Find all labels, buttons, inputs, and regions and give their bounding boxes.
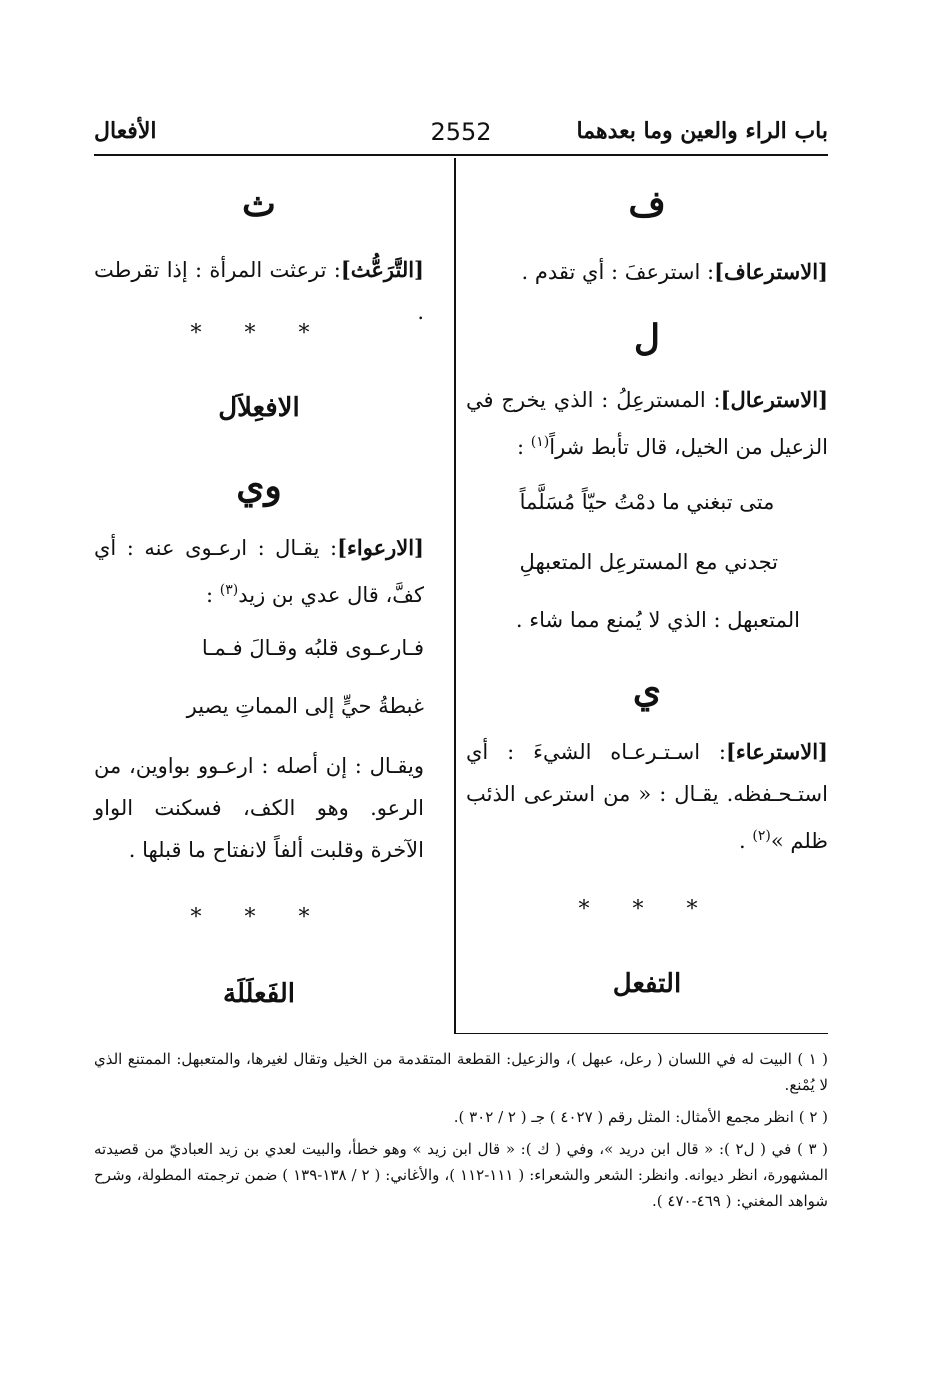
entry-term-istiral: [الاسترعال] [720,387,828,412]
footnote-ref: (٣) [219,582,239,598]
entry-definition: : ترعثت المرأة : إذا تقرطت . [94,258,424,324]
footnote-text: في ( ل٢ ): « قال ابن دريد »، وفي ( ك ): « قال ابن زيد » وهو خطأ، والبيت لعدي بن زيد العباديّ من قصيدته المشهورة، انظر ديوانه. وانظر: الشعر والشعراء: ( ١١١-١١٢ )، والأغاني: ( ٢ / ١٣٨-١٣٩ ) ضمن ترجمته المطولة، وشرح شواهد المغني: ( ٤٦٩-٤٧٠ ). [94,1140,829,1210]
verse-line-2: غبطةُ حيٍّ إلى المماتِ يصير [186,694,424,718]
section-separator: * * * [578,897,716,922]
entry-term-irwa: [الارعواء] [337,535,424,560]
footnote-ref: (١) [530,434,550,450]
section-separator: * * * [190,905,328,930]
letter-heading-wy: وي [236,465,282,507]
irwa-explanation: ويقـال : إن أصله : ارعـوو بواوين، من الرعو. وهو الكف، فسكنت الواو الآخرة وقلبت ألفاً لانفتاح ما قبلها . [94,754,424,862]
entry-istiral: [الاسترعال]: المسترعِلُ : الذي يخرج في الزعيل من الخيل، قال تأبط شراً$^{(١)}$ : [466,387,828,459]
footnote-1 [94,1046,828,1098]
footnote-2 [94,1104,828,1130]
letter-heading-th: ث [242,183,276,225]
entry-definition: : استرعفَ : أي تقدم . [521,260,715,284]
entry-definition: : المسترعِلُ : الذي يخرج في الزعيل من الخيل، قال تأبط شراً [466,388,828,459]
section-heading-falala: الفَعلَلَة [223,979,295,1009]
footnote-number: ( ٢ ) [798,1108,828,1126]
page-header [94,112,828,152]
footnote-3 [94,1136,828,1214]
entry-term-istiraf: [الاسترعاف] [714,259,828,284]
entry-istiraf [466,251,828,293]
verse-line-1: فـارعـوى قلبُه وقـالَ فـمـا [201,636,424,660]
entry-irwa: [الارعواء]: يقـال : ارعـوى عنه : أي كفَّ، قال عدي بن زيد$^{(٣)}$ : [94,535,424,607]
entry-definition: : اسـتـرعـاه الشيءَ : أي استـحـفظه. يقـال : « من استرعى الذئب ظلم » [466,740,828,853]
section-title: الأفعال [94,118,157,144]
entry-term-tarauth: [التَّرَعُّث] [340,257,424,282]
letter-heading-l: ل [633,317,661,359]
header-rule [94,154,828,156]
entry-istira: [الاسترعاء]: اسـتـرعـاه الشيءَ : أي استـحـفظه. يقـال : « من استرعى الذئب ظلم »$^{(٢)}$ . [466,739,828,853]
footnote-number: ( ١ ) [797,1050,829,1068]
footnote-number: ( ٣ ) [796,1140,828,1158]
section-separator: * * * [190,321,328,346]
section-heading-ifilal: الافعِلاَل [218,393,300,423]
letter-heading-f: ف [628,183,666,225]
page-number: 2552 [430,118,492,146]
verse-line-1: متى تبغني ما دمْتُ حيّاً مُسَلَّماً [519,490,775,514]
verse-line-2: تجدني مع المسترعِل المتعبهلِ [519,550,778,574]
footnotes [94,1046,828,1214]
mutabahil-definition: المتعبهل : الذي لا يُمنع مما شاء . [515,608,800,632]
section-heading-tafaul: التفعل [612,969,682,999]
footnote-text: البيت له في اللسان ( رعل، عبهل )، والزعيل: القطعة المتقدمة من الخيل وتقال لغيرها، والمتعبهل: الممتنع الذي لا يُمْنع. [94,1050,828,1094]
letter-heading-y: ي [632,669,662,711]
column-divider [454,158,456,1034]
entry-definition: : يقـال : ارعـوى عنه : أي كفَّ، قال عدي بن زيد [94,536,424,607]
chapter-title: باب الراء والعين وما بعدهما [576,118,828,144]
footnote-text: انظر مجمع الأمثال: المثل رقم ( ٤٠٢٧ ) جـ ( ٢ / ٣٠٢ ). [453,1108,794,1126]
footnote-ref: (٢) [752,828,771,844]
footnote-rule [455,1033,828,1034]
entry-term-istira: [الاسترعاء] [725,739,828,764]
